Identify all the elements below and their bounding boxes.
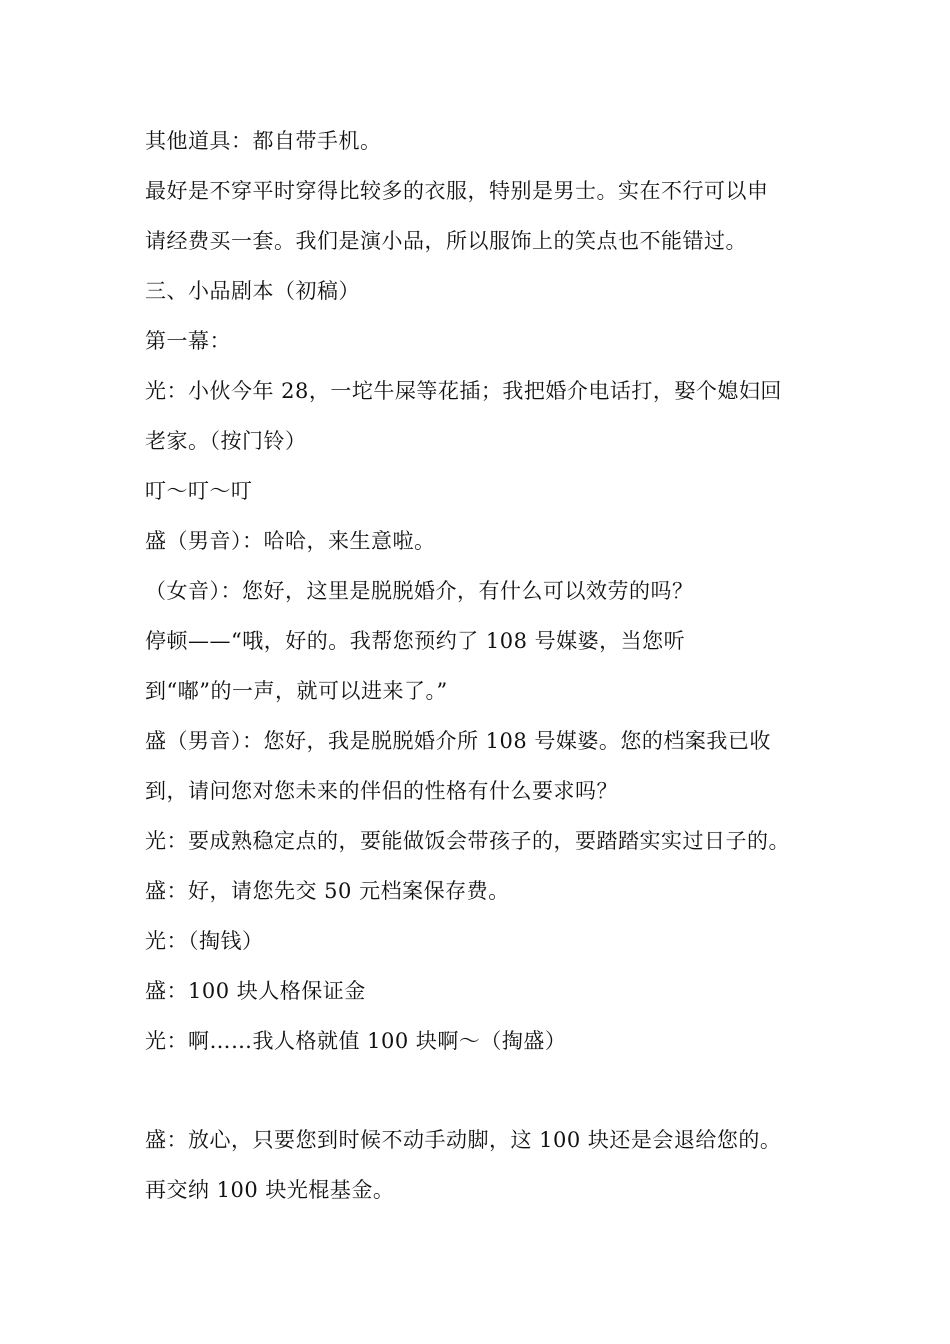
section-heading: 三、小品剧本（初稿） xyxy=(145,279,360,303)
dialogue-line: 停顿——“哦，好的。我帮您预约了 108 号媒婆，当您听 xyxy=(145,629,686,653)
dialogue-line: 到“嘟”的一声，就可以进来了。” xyxy=(145,679,448,703)
act-heading: 第一幕： xyxy=(145,329,231,353)
dialogue-line: 盛（男音）：哈哈，来生意啦。 xyxy=(145,529,436,553)
dialogue-line: 盛：100 块人格保证金 xyxy=(145,979,366,1003)
dialogue-line: 光：（掏钱） xyxy=(145,929,264,953)
dialogue-line: 盛（男音）：您好，我是脱脱婚介所 108 号媒婆。您的档案我已收 xyxy=(145,729,771,753)
dialogue-line: 盛：好，请您先交 50 元档案保存费。 xyxy=(145,879,510,903)
dialogue-line: 到，请问您对您未来的伴侣的性格有什么要求吗？ xyxy=(145,779,618,803)
dialogue-line: 光：要成熟稳定点的，要能做饭会带孩子的，要踏踏实实过日子的。 xyxy=(145,829,790,853)
dialogue-line: （女音）：您好，这里是脱脱婚介，有什么可以效劳的吗？ xyxy=(145,579,694,603)
dialogue-line: 光：小伙今年 28，一坨牛屎等花插；我把婚介电话打，娶个媳妇回 xyxy=(145,379,782,403)
text-line: 最好是不穿平时穿得比较多的衣服，特别是男士。实在不行可以申 xyxy=(145,179,769,203)
dialogue-line: 叮～叮～叮 xyxy=(145,479,253,503)
text-line: 请经费买一套。我们是演小品，所以服饰上的笑点也不能错过。 xyxy=(145,229,747,253)
dialogue-line: 光：啊……我人格就值 100 块啊～（掏盛） xyxy=(145,1029,567,1053)
dialogue-line: 老家。（按门铃） xyxy=(145,429,307,453)
dialogue-line: 再交纳 100 块光棍基金。 xyxy=(145,1178,395,1202)
text-line: 其他道具：都自带手机。 xyxy=(145,129,382,153)
dialogue-line: 盛：放心，只要您到时候不动手动脚，这 100 块还是会退给您的。 xyxy=(145,1128,782,1152)
